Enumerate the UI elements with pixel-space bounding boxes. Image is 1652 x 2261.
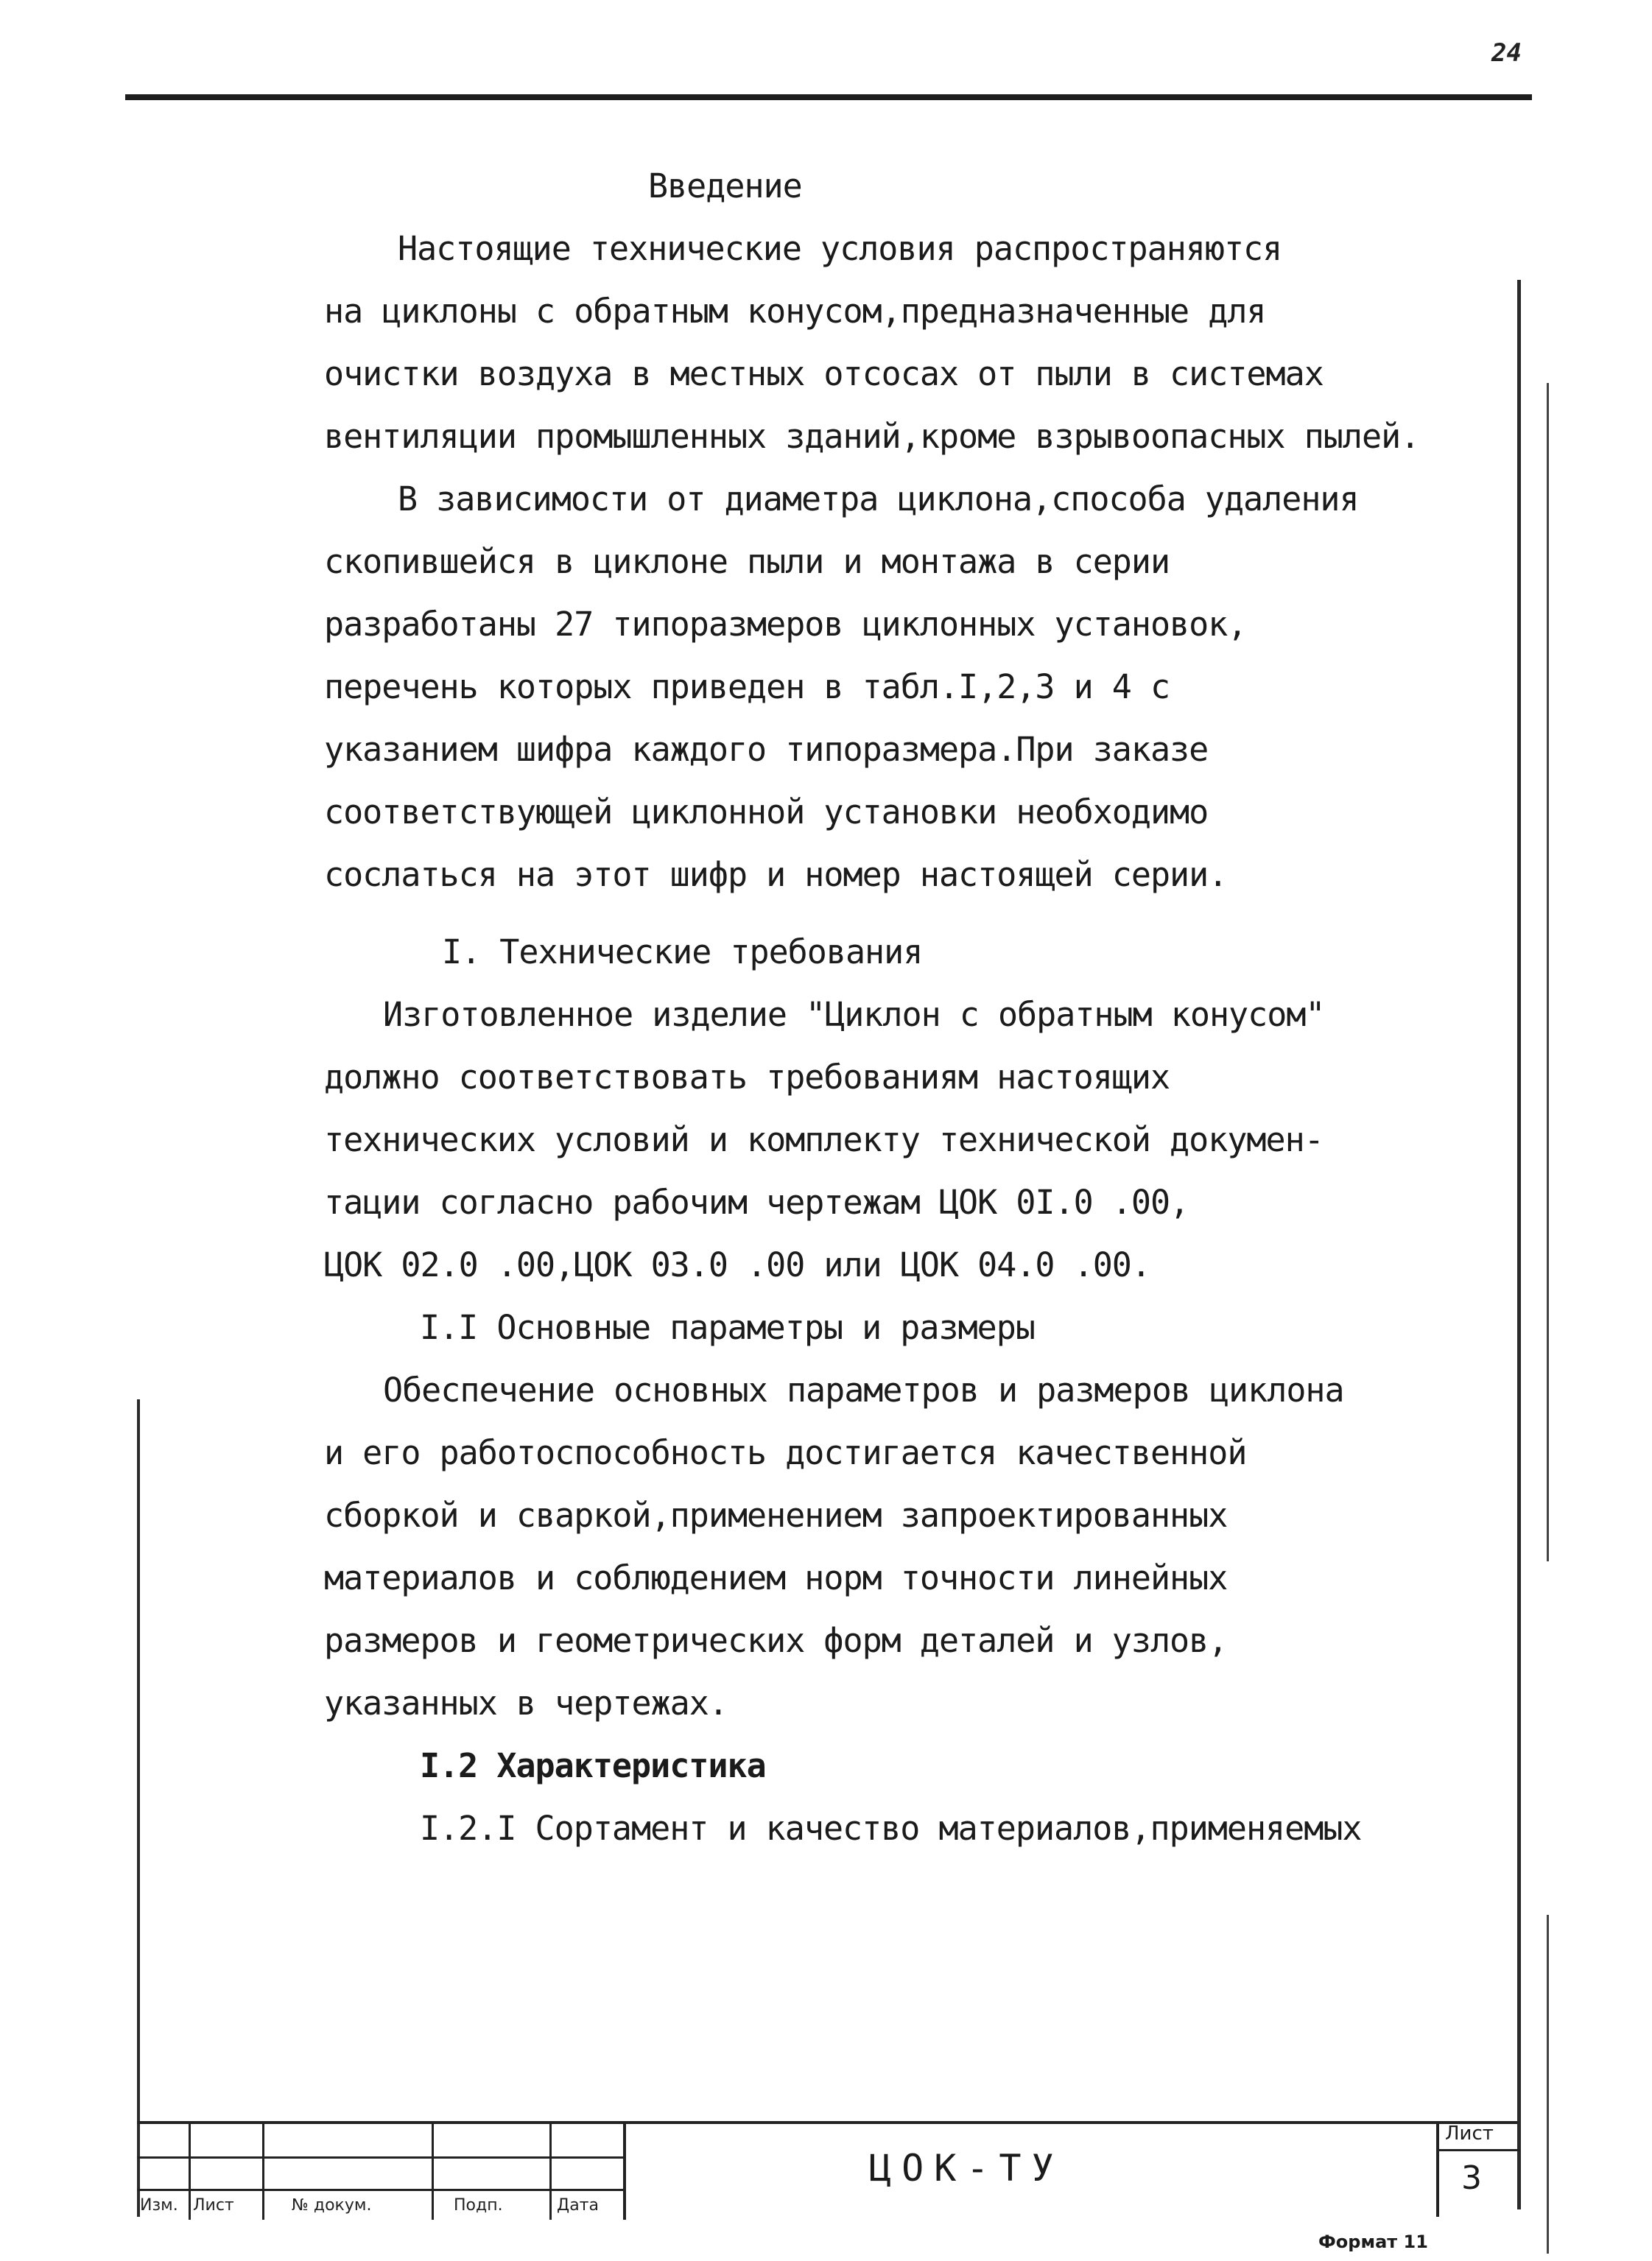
intro-heading: Введение: [648, 166, 802, 205]
section1-1-line: указанных в чертежах.: [324, 1684, 728, 1723]
label-list: Лист: [193, 2196, 234, 2215]
section1-1-line: материалов и соблюдением норм точности линейных: [324, 1558, 1228, 1597]
top-border-rule: [125, 94, 1532, 100]
section1-line: ЦОК 02.0 .00,ЦОК 03.0 .00 или ЦОК 04.0 .00.: [324, 1245, 1150, 1284]
frame-left-line: [137, 1399, 140, 2217]
label-signature: Подп.: [454, 2196, 503, 2215]
section1-1-heading: I.I Основные параметры и размеры: [420, 1308, 1035, 1347]
para2-line: указанием шифра каждого типоразмера.При заказе: [324, 730, 1209, 769]
label-doc-number: № докум.: [292, 2196, 372, 2215]
format-label: Формат 11: [1318, 2232, 1428, 2252]
section1-heading: I. Технические требования: [442, 932, 923, 971]
label-date: Дата: [557, 2196, 599, 2215]
title-block: [137, 2121, 1517, 2220]
section1-1-line: и его работоспособность достигается качественной: [324, 1433, 1247, 1472]
frame-right-line: [1517, 280, 1521, 2209]
title-block-grid: [137, 2124, 626, 2220]
section1-line: должно соответствовать требованиям настоящих: [324, 1058, 1170, 1097]
document-code: ЦОК-ТУ: [869, 2147, 1064, 2190]
intro-line: вентиляции промышленных зданий,кроме взрывоопасных пылей.: [324, 417, 1420, 456]
sheet-number: 3: [1461, 2159, 1482, 2197]
intro-line: очистки воздуха в местных отсосах от пыли в системах: [324, 354, 1324, 393]
page-number: 24: [1491, 38, 1522, 68]
sheet-label: Лист: [1445, 2123, 1494, 2145]
intro-line: Настоящие технические условия распространяются: [398, 229, 1282, 268]
section1-line: тации согласно рабочим чертежам ЦОК 0I.0 .00,: [324, 1183, 1189, 1222]
para2-line: скопившейся в циклоне пыли и монтажа в серии: [324, 542, 1170, 581]
scan-edge-mark: [1547, 1915, 1549, 2254]
para2-line: соответствующей циклонной установки необходимо: [324, 792, 1209, 831]
label-izm: Изм.: [140, 2196, 178, 2215]
sheet-box: [1436, 2121, 1520, 2217]
section1-line: Изготовленное изделие "Циклон с обратным конусом": [383, 995, 1325, 1034]
para2-line: В зависимости от диаметра циклона,способа удаления: [398, 479, 1359, 518]
intro-line: на циклоны с обратным конусом,предназначенные для: [324, 292, 1266, 331]
section1-1-line: размеров и геометрических форм деталей и узлов,: [324, 1621, 1228, 1660]
section1-2-heading: I.2 Характеристика: [420, 1746, 766, 1785]
section1-1-line: Обеспечение основных параметров и размеров циклона: [383, 1371, 1344, 1410]
section1-line: технических условий и комплекту технической докумен-: [324, 1120, 1324, 1159]
document-body: [324, 155, 1473, 1860]
para2-line: разработаны 27 типоразмеров циклонных установок,: [324, 605, 1247, 644]
section1-1-line: сборкой и сваркой,применением запроектированных: [324, 1496, 1228, 1535]
scan-edge-mark: [1547, 383, 1549, 1561]
para2-line: сослаться на этот шифр и номер настоящей серии.: [324, 855, 1228, 894]
para2-line: перечень которых приведен в табл.I,2,3 и 4 с: [324, 667, 1170, 706]
section1-2-1-line: I.2.I Сортамент и качество материалов,применяемых: [420, 1809, 1362, 1848]
